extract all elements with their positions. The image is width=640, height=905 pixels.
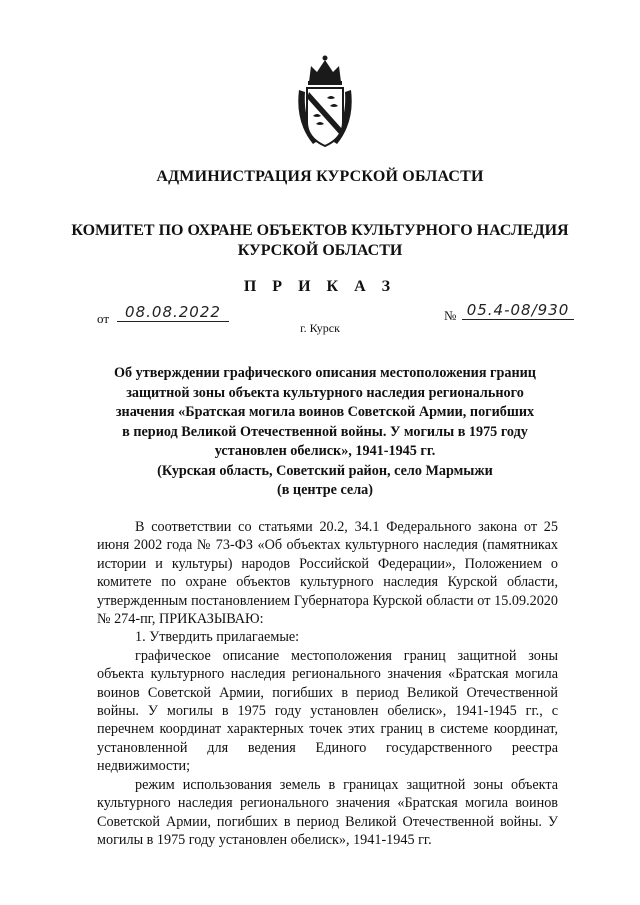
subject-line: (Курская область, Советский район, село Мармыжи xyxy=(157,462,493,479)
order-subject xyxy=(100,364,550,501)
subject-line: (в центре села) xyxy=(276,482,373,498)
city: г. Курск xyxy=(300,321,340,335)
subject-line: защитной зоны объекта культурного наследия регионального xyxy=(126,384,524,401)
number-label: № xyxy=(444,308,457,323)
item-1-graphic-description: графическое описание местоположения границ защитной зоны объекта культурного наследия регионального значения «Братская могила воинов Советской Армии, погибших в период Великой Отечественной войны. У могилы в 1975 году установлен обелиск», 1941-1945 гг., с перечнем координат характерных точек этих границ в системе координат, установленной для ведения Единого государственного реестра недвижимости; xyxy=(97,647,558,775)
document-type: П Р И К А З xyxy=(243,278,397,295)
order-number: 05.4-08/930 xyxy=(462,301,574,320)
order-date: 08.08.2022 xyxy=(117,303,229,322)
item-1-land-use-regime: режим использования земель в границах защитной зоны объекта культурного наследия регионального значения «Братская могила воинов Советской Армии, погибших в период Великой Отечественной войны. У могилы в 1975 году установлен обелиск», 1941-1945 гг. xyxy=(97,776,558,848)
preamble-paragraph: В соответствии со статьями 20.2, 34.1 Федерального закона от 25 июня 2002 года № 73-ФЗ «Об объектах культурного наследия (памятниках истории и культуры) народов Российской Федерации», Положением о комитете по охране объектов культурного наследия Курской области, утвержденным постановлением Губернатора Курской области от 15.09.2020 № 274-пг, ПРИКАЗЫВАЮ: xyxy=(97,519,558,628)
coat-of-arms-icon xyxy=(295,52,355,152)
item-1: 1. Утвердить прилагаемые: xyxy=(135,629,300,646)
subject-line: Об утверждении графического описания местоположения границ xyxy=(113,365,536,381)
committee-line-2: КУРСКОЙ ОБЛАСТИ xyxy=(237,242,403,259)
organization-name: АДМИНИСТРАЦИЯ КУРСКОЙ ОБЛАСТИ xyxy=(156,168,484,185)
order-body xyxy=(97,518,558,849)
subject-line: в период Великой Отечественной войны. У могилы в 1975 году xyxy=(122,423,528,440)
committee-name xyxy=(0,221,640,261)
date-label: от xyxy=(97,311,110,326)
committee-line-1: КОМИТЕТ ПО ОХРАНЕ ОБЪЕКТОВ КУЛЬТУРНОГО НАСЛЕДИЯ xyxy=(71,222,569,239)
subject-line: значения «Братская могила воинов Советской Армии, погибших xyxy=(115,404,535,420)
subject-line: установлен обелиск», 1941-1945 гг. xyxy=(214,443,436,459)
